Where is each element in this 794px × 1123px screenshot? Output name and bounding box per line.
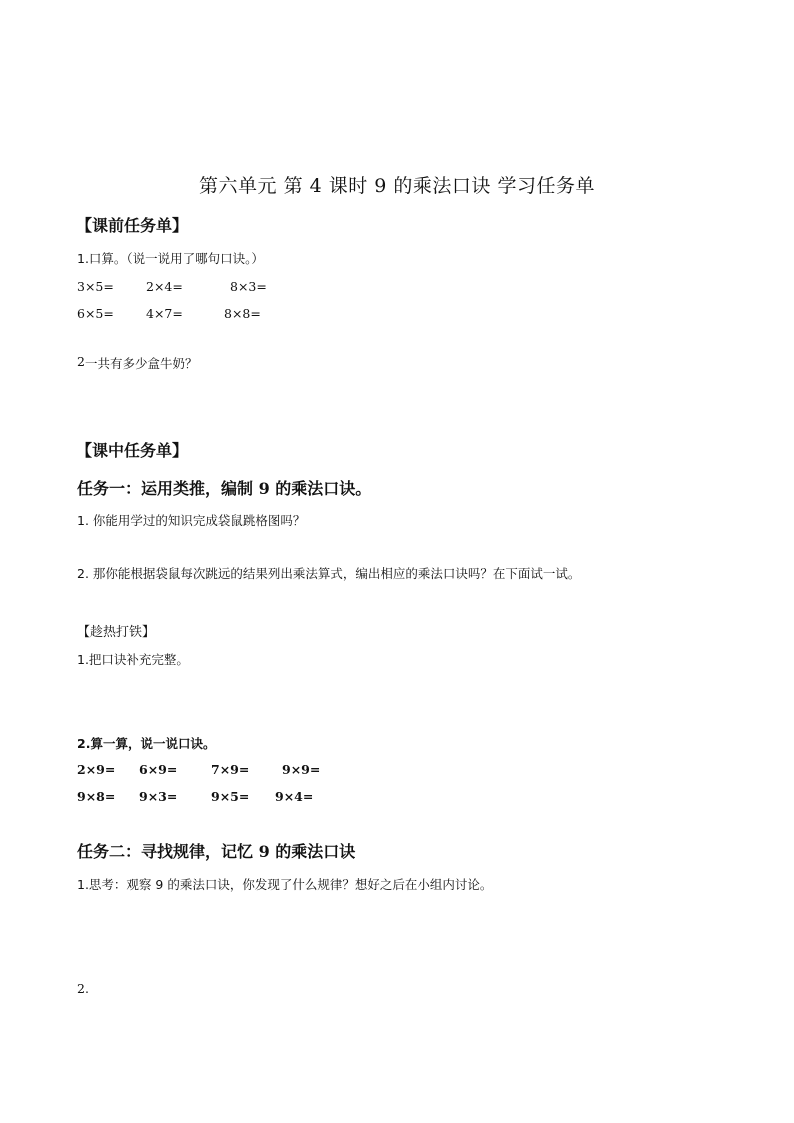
calc-item: 6×9=	[139, 762, 178, 777]
calc-item: 2×9=	[77, 762, 116, 777]
oral-calc-item: 8×8=	[224, 306, 261, 321]
calc-item: 9×4=	[275, 789, 314, 804]
practice-question-2: 2.算一算，说一说口诀。	[77, 736, 216, 751]
oral-calc-item: 4×7=	[146, 306, 183, 321]
task2-title: 任务二：寻找规律，记忆 9 的乘法口诀	[77, 842, 356, 861]
task1-title: 任务一：运用类推，编制 9 的乘法口诀。	[77, 479, 372, 498]
calc-item: 9×9=	[282, 762, 321, 777]
calc-item: 7×9=	[211, 762, 250, 777]
calc-item: 9×8=	[77, 789, 116, 804]
pre-class-q2-number: 2	[77, 354, 85, 369]
task2-question-1: 1.思考：观察 9 的乘法口诀，你发现了什么规律？想好之后在小组内讨论。	[77, 877, 493, 892]
task2-question-2: 2.	[77, 981, 89, 996]
calc-item: 9×3=	[139, 789, 178, 804]
pre-class-q1-label: 1.口算。（说一说用了哪句口诀。）	[77, 251, 264, 266]
oral-calc-item: 2×4=	[146, 279, 183, 294]
pre-class-heading: 【课前任务单】	[76, 216, 189, 235]
calc-item: 9×5=	[211, 789, 250, 804]
page-title: 第六单元 第 4 课时 9 的乘法口诀 学习任务单	[199, 175, 595, 197]
in-class-heading: 【课中任务单】	[76, 441, 189, 460]
oral-calc-item: 6×5=	[77, 306, 114, 321]
task1-question-2: 2. 那你能根据袋鼠每次跳远的结果列出乘法算式，编出相应的乘法口诀吗？在下面试一试。	[77, 566, 581, 581]
practice-question-1: 1.把口诀补充完整。	[77, 652, 189, 667]
oral-calc-item: 3×5=	[77, 279, 114, 294]
oral-calc-item: 8×3=	[230, 279, 267, 294]
task1-question-1: 1. 你能用学过的知识完成袋鼠跳格图吗？	[77, 513, 306, 528]
practice-heading: 【趁热打铁】	[77, 625, 156, 640]
pre-class-q2-text: 一共有多少盒牛奶？	[85, 356, 198, 371]
